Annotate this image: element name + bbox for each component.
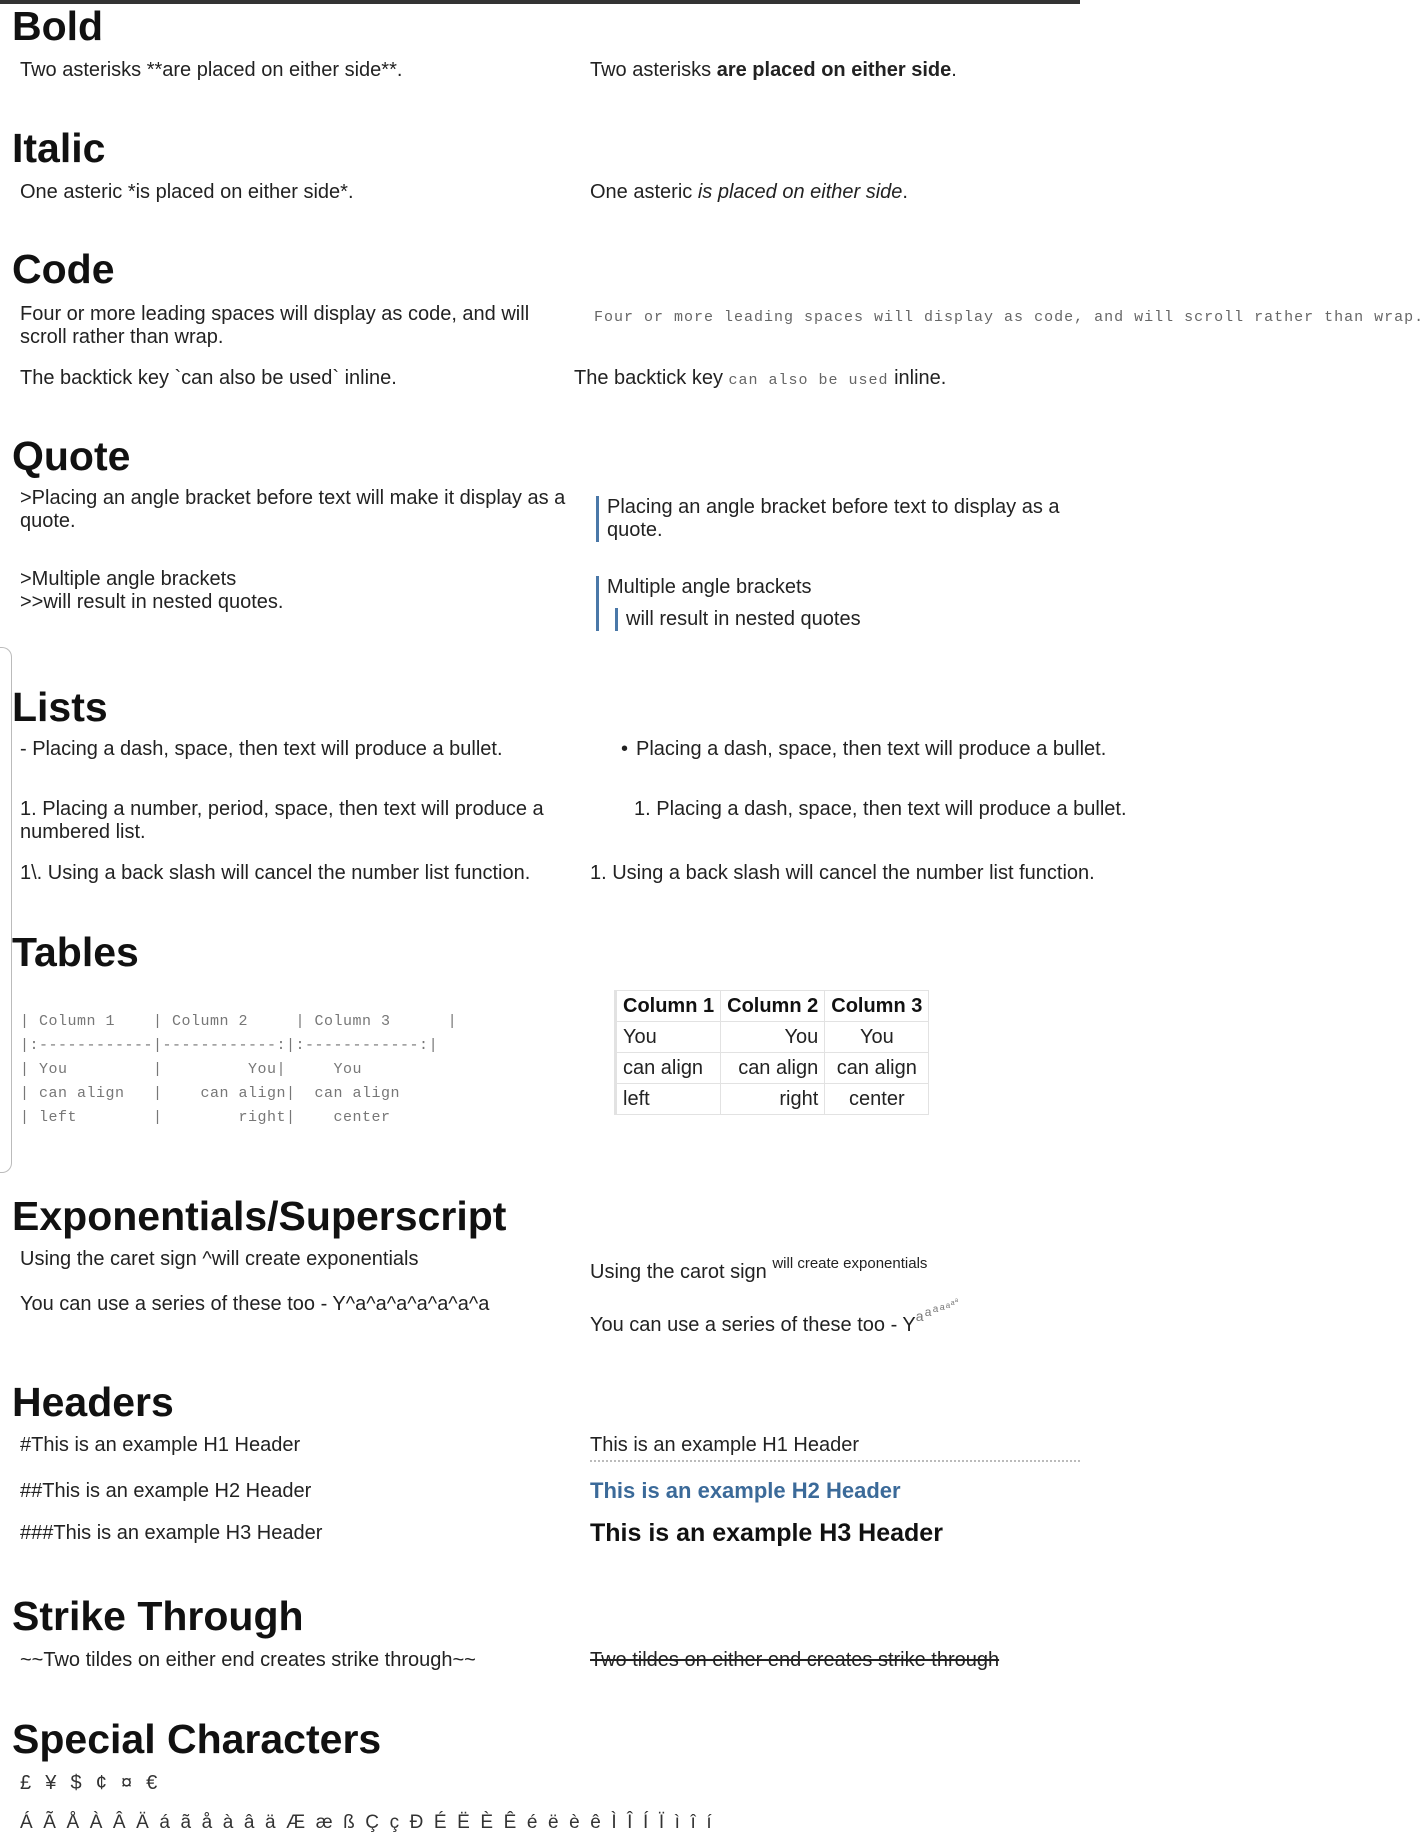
- superscript-rendered-1: Using the carot sign $^{will create exponentials}$: [590, 1255, 928, 1283]
- section-title-headers: Headers: [12, 1379, 174, 1425]
- code-rendered-block[interactable]: Four or more leading spaces will display as code, and will scroll rather than wrap.: [594, 309, 1424, 326]
- headers-rendered-h2: This is an example H2 Header: [590, 1478, 901, 1503]
- headers-raw-h1: #This is an example H1 Header: [20, 1434, 301, 1456]
- bold-rendered: Two asterisks are placed on either side.: [590, 59, 957, 81]
- lists-raw-bullet: - Placing a dash, space, then text will produce a bullet.: [20, 738, 503, 760]
- table-cell: You: [616, 1022, 721, 1053]
- table-cell: right: [721, 1084, 825, 1115]
- headers-raw-h3: ###This is an example H3 Header: [20, 1522, 323, 1544]
- lists-rendered-escape: 1. Using a back slash will cancel the number list function.: [590, 862, 1095, 884]
- bold-raw-text: Two asterisks **are placed on either side**.: [20, 59, 403, 81]
- superscript-cascade: a a a a a a a: [915, 1298, 959, 1324]
- table-row: [616, 1022, 929, 1053]
- section-title-superscript: Exponentials/Superscript: [12, 1193, 507, 1239]
- left-edge-handle[interactable]: [0, 647, 12, 1173]
- bold-rendered-strong: are placed on either side: [716, 59, 952, 81]
- section-title-lists: Lists: [12, 684, 108, 730]
- quote-raw-single: >Placing an angle bracket before text will make it display as a quote.: [20, 487, 566, 532]
- rendered-table: [614, 990, 929, 1115]
- code-raw-block-text: Four or more leading spaces will display as code, and will scroll rather than wrap.: [20, 303, 530, 348]
- h1-underline: [590, 1460, 1080, 1462]
- quote-raw-multi-1: >Multiple angle brackets: [20, 568, 237, 590]
- table-header-cell: Column 2: [721, 991, 825, 1022]
- table-row: [616, 1053, 929, 1084]
- superscript-rendered-2: You can use a series of these too - Y a a a a a a a: [590, 1311, 976, 1337]
- table-cell: can align: [825, 1053, 929, 1084]
- table-header-row: [616, 991, 929, 1022]
- code-rendered-inline: The backtick key can also be used inline.: [574, 367, 947, 389]
- strike-raw: ~~Two tildes on either end creates strike through~~: [20, 1649, 476, 1671]
- lists-rendered-number: 1. Placing a dash, space, then text will produce a bullet.: [634, 798, 1127, 820]
- superscript-text: will create exponentials: [772, 1255, 928, 1272]
- code-raw-inline-text: The backtick key `can also be used` inline.: [20, 367, 397, 389]
- section-title-code: Code: [12, 246, 115, 292]
- table-cell: center: [825, 1084, 929, 1115]
- table-cell: You: [825, 1022, 929, 1053]
- table-header-cell: Column 1: [616, 991, 721, 1022]
- section-title-italic: Italic: [12, 125, 106, 171]
- section-title-special: Special Characters: [12, 1716, 382, 1762]
- section-title-tables: Tables: [12, 929, 139, 975]
- table-cell: You: [721, 1022, 825, 1053]
- lists-raw-escape: 1\. Using a back slash will cancel the number list function.: [20, 862, 531, 884]
- section-title-bold: Bold: [12, 3, 104, 49]
- section-title-quote: Quote: [12, 433, 131, 479]
- quote-raw-multi-2: >>will result in nested quotes.: [20, 591, 284, 613]
- headers-rendered-h1: This is an example H1 Header: [590, 1434, 860, 1456]
- section-title-strike: Strike Through: [12, 1593, 304, 1639]
- italic-rendered: One asteric is placed on either side.: [590, 181, 908, 203]
- table-cell: can align: [616, 1053, 721, 1084]
- strike-rendered: Two tildes on either end creates strike through: [590, 1649, 1000, 1671]
- tables-raw-markdown: | Column 1 | Column 2 | Column 3 | |:------------|------------:|:------------:| | You | You| You | can align | can align| can align | left | right| center: [20, 1013, 458, 1126]
- italic-rendered-em: is placed on either side: [697, 181, 903, 203]
- italic-raw-text: One asteric *is placed on either side*.: [20, 181, 354, 203]
- superscript-raw-1: Using the caret sign ^will create exponentials: [20, 1248, 419, 1270]
- bullet-icon: •: [621, 738, 629, 760]
- special-chars-accented: Á Ã Å À Â Ä á ã å à â ä Æ æ ß Ç ç Ð É Ë È Ê é ë è ê Ì Î Í Ï ì î í: [20, 1812, 712, 1833]
- superscript-raw-2: You can use a series of these too - Y^a^a^a^a^a^a^a: [20, 1293, 490, 1315]
- inline-code: can also be used: [728, 372, 889, 389]
- table-cell: left: [616, 1084, 721, 1115]
- lists-rendered-bullet: • Placing a dash, space, then text will produce a bullet.: [621, 738, 1107, 760]
- lists-raw-number: 1. Placing a number, period, space, then text will produce a numbered list.: [20, 798, 544, 843]
- blockquote-outer-text: Multiple angle brackets: [607, 576, 812, 598]
- special-chars-currency: £ ¥ $ ¢ ¤ €: [20, 1772, 159, 1794]
- headers-rendered-h3: This is an example H3 Header: [590, 1519, 943, 1547]
- blockquote-single: Placing an angle bracket before text to display as a quote.: [596, 496, 1077, 542]
- table-cell: can align: [721, 1053, 825, 1084]
- headers-raw-h2: ##This is an example H2 Header: [20, 1480, 312, 1502]
- table-header-cell: Column 3: [825, 991, 929, 1022]
- blockquote-nested: will result in nested quotes: [615, 608, 861, 631]
- blockquote-outer: [596, 576, 861, 631]
- table-row: [616, 1084, 929, 1115]
